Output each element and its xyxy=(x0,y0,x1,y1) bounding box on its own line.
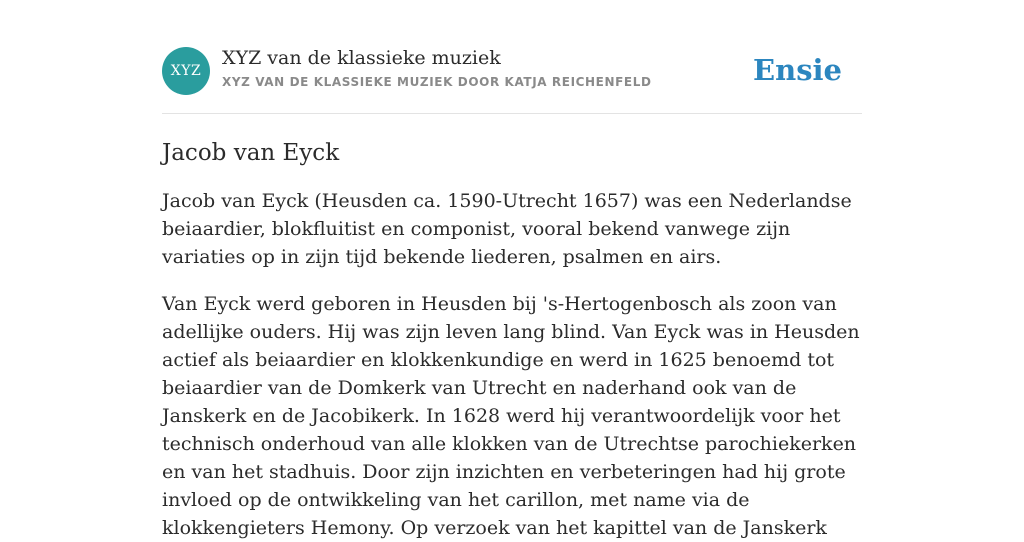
avatar[interactable]: XYZ xyxy=(162,47,210,95)
article-paragraph: Jacob van Eyck (Heusden ca. 1590-Utrecht 1657) was een Nederlandse beiaardier, blokfluitist en componist, vooral bekend vanwege zijn variaties op in zijn tijd bekende liederen, psalmen en airs. xyxy=(162,190,852,268)
brand-logo[interactable]: Ensie xyxy=(753,53,842,87)
site-header xyxy=(162,0,862,114)
article-title: Jacob van Eyck xyxy=(162,140,340,166)
site-titles xyxy=(222,46,652,93)
site-subtitle[interactable]: XYZ VAN DE KLASSIEKE MUZIEK DOOR KATJA REICHENFELD xyxy=(222,75,652,89)
site-title[interactable]: XYZ van de klassieke muziek xyxy=(222,47,501,69)
content-column xyxy=(162,0,862,542)
article xyxy=(162,138,862,542)
article-paragraph: Van Eyck werd geboren in Heusden bij 's-Hertogenbosch als zoon van adellijke ouders. Hij was zijn leven lang blind. Van Eyck was in Heusden actief als beiaardier en klokkenkundige en werd in 1625 benoemd tot beiaardier van de Domkerk van Utrecht en naderhand ook van de Janskerk en de Jacobikerk. In 1628 werd hij verantwoordelijk voor het technisch onderhoud van alle klokken van de Utrechtse parochiekerken en van het stadhuis. Door zijn inzichten en verbeteringen had hij grote invloed op de ontwikkeling van het carillon, met name via de klokkengieters Hemony. Op verzoek van het kapittel van de Janskerk xyxy=(162,293,860,539)
